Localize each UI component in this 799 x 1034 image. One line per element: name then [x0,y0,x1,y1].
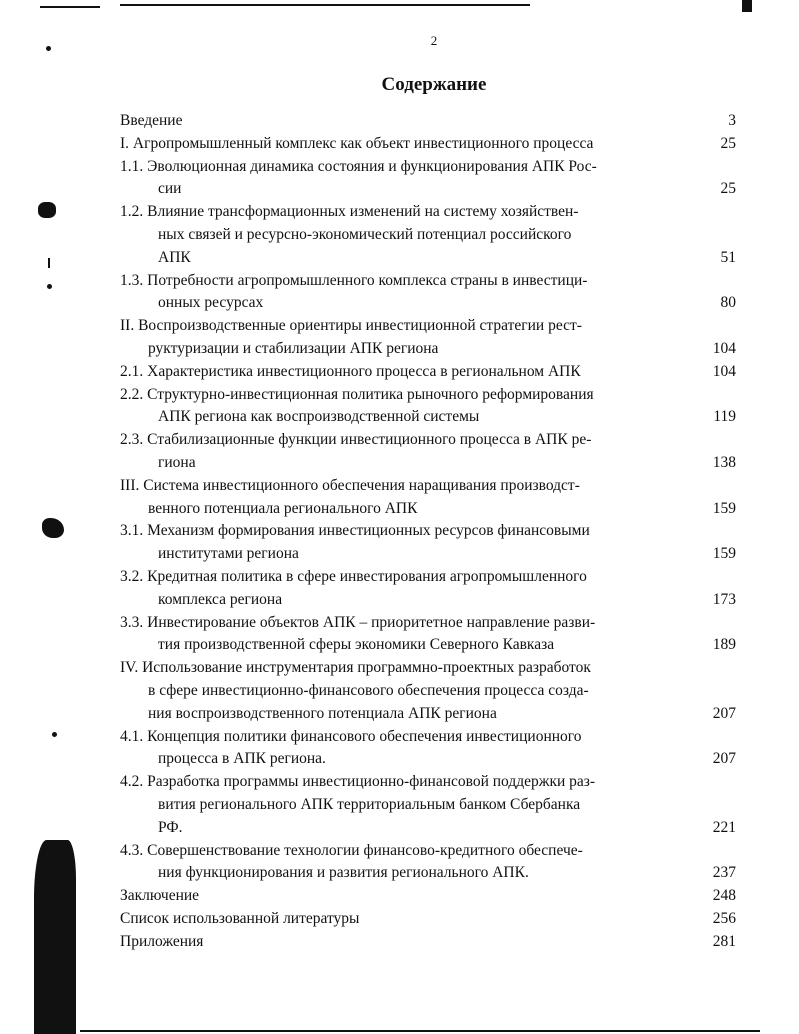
toc-entry-line: Список использованной литературы [120,909,360,927]
toc-entry [120,133,740,156]
toc-entry-title [120,384,740,430]
toc-entry-title [120,908,740,931]
toc-entry-line: вития регионального АПК территориальным банком Сбербанка [158,795,581,813]
toc-entry [120,931,740,954]
toc-entry [120,612,740,658]
toc-entry-title [120,110,740,133]
toc-entry [120,908,740,931]
toc-entry-page: 25 [720,180,736,198]
toc-entry-line: АПК региона как воспроизводственной системы [158,408,480,426]
scan-artifact-top-line-left [40,6,100,8]
toc-entry-line: ния функционирования и развития регионального АПК. [158,864,529,882]
toc-entry-line: Заключение [120,887,200,905]
toc-entry-page: 80 [720,294,736,312]
toc-entry-line: 1.3. Потребности агропромышленного комплекса страны в инвестици- [120,271,588,289]
toc-entry-line: 3.3. Инвестирование объектов АПК – приоритетное направление разви- [120,613,596,631]
toc-entry-page: 104 [712,339,736,357]
table-of-contents [120,110,740,953]
scan-artifact-dot [48,258,50,268]
toc-entry-line: комплекса региона [158,590,283,608]
toc-entry-line: II. Воспроизводственные ориентиры инвестиционной стратегии рест- [120,317,582,335]
toc-entry-title [120,612,740,658]
toc-entry-page: 207 [712,750,736,768]
toc-entry-title [120,475,740,521]
toc-entry-title [120,931,740,954]
toc-entry-page: 159 [712,545,736,563]
toc-entry-page: 248 [712,887,736,905]
toc-entry [120,384,740,430]
toc-entry-line: онных ресурсах [158,294,264,312]
scan-artifact-blot [38,202,56,218]
toc-entry-title [120,566,740,612]
toc-entry-page: 237 [712,864,736,882]
toc-entry [120,475,740,521]
toc-entry [120,726,740,772]
toc-entry-line: 3.1. Механизм формирования инвестиционных ресурсов финансовыми [120,522,590,540]
scan-artifact-edge [34,840,76,1034]
toc-entry [120,361,740,384]
toc-entry-line: 3.2. Кредитная политика в сфере инвестирования агропромышленного [120,567,587,585]
toc-entry-title [120,156,740,202]
scan-artifact-dot [47,284,52,289]
scan-artifact-dot [52,732,57,737]
toc-entry-page: 189 [712,636,736,654]
toc-entry-line: ния воспроизводственного потенциала АПК региона [148,704,497,722]
toc-entry-line: венного потенциала регионального АПК [148,499,418,517]
toc-entry-title [120,726,740,772]
toc-entry-page: 281 [712,932,736,950]
toc-entry [120,657,740,725]
toc-entry-line: 1.2. Влияние трансформационных изменений на систему хозяйствен- [120,203,579,221]
toc-entry-line: ных связей и ресурсно-экономический потенциал российского [158,225,572,243]
toc-entry-line: Введение [120,112,183,129]
toc-entry [120,315,740,361]
toc-entry-title [120,361,740,384]
toc-entry-page: 221 [712,818,736,836]
toc-entry-line: 4.1. Концепция политики финансового обеспечения инвестиционного [120,727,582,745]
toc-entry-line: Приложения [120,932,204,950]
toc-entry [120,771,740,839]
toc-entry-title [120,429,740,475]
toc-entry [120,110,740,133]
toc-entry-title [120,201,740,269]
toc-entry-line: тия производственной сферы экономики Северного Кавказа [158,636,555,654]
toc-entry-line: процесса в АПК региона. [158,750,326,768]
toc-entry-title [120,885,740,908]
toc-entry-line: 4.2. Разработка программы инвестиционно-финансовой поддержки раз- [120,773,596,791]
toc-entry-line: I. Агропромышленный комплекс как объект инвестиционного процесса [120,134,594,152]
toc-entry-line: III. Система инвестиционного обеспечения наращивания производст- [120,476,580,494]
toc-entry-page: 159 [712,499,736,517]
page-title: Содержание [381,74,487,95]
toc-entry [120,201,740,269]
toc-entry-page: 256 [712,909,736,927]
scan-artifact-bottom-line [80,1030,760,1032]
toc-entry-title [120,133,740,156]
toc-entry-title [120,840,740,886]
toc-entry-title [120,270,740,316]
toc-entry-line: сии [158,180,182,198]
toc-entry [120,885,740,908]
scan-artifact-top-line [120,4,530,6]
toc-entry [120,566,740,612]
toc-entry-line: гиона [158,453,196,471]
toc-entry-line: 2.2. Структурно-инвестиционная политика рыночного реформирования [120,385,594,403]
toc-entry-line: в сфере инвестиционно-финансового обеспечения процесса созда- [148,681,589,699]
toc-entry [120,520,740,566]
toc-entry-line: 2.1. Характеристика инвестиционного процесса в региональном АПК [120,362,581,380]
toc-entry [120,840,740,886]
toc-entry-line: 4.3. Совершенствование технологии финансово-кредитного обеспече- [120,841,583,859]
toc-entry [120,156,740,202]
toc-entry-page: 119 [713,408,736,426]
toc-entry [120,429,740,475]
toc-entry-title [120,520,740,566]
toc-entry [120,270,740,316]
toc-entry-title [120,657,740,725]
toc-entry-line: 2.3. Стабилизационные функции инвестиционного процесса в АПК ре- [120,431,592,449]
scan-artifact-blot [42,518,64,538]
toc-entry-page: 207 [712,704,736,722]
toc-entry-title [120,315,740,361]
toc-entry-line: институтами региона [158,545,299,563]
toc-entry-page: 173 [712,590,736,608]
toc-entry-line: РФ. [158,818,183,836]
toc-entry-page: 3 [728,112,736,129]
toc-entry-line: 1.1. Эволюционная динамика состояния и функционирования АПК Рос- [120,157,597,175]
toc-entry-page: 51 [720,248,736,266]
toc-entry-line: руктуризации и стабилизации АПК региона [148,339,439,357]
toc-entry-page: 25 [720,134,736,152]
toc-entry-line: IV. Использование инструментария программно-проектных разработок [120,659,591,677]
toc-entry-page: 138 [712,453,736,471]
toc-entry-line: АПК [158,248,191,266]
toc-entry-page: 104 [712,362,736,380]
toc-entry-title [120,771,740,839]
page-number: 2 [430,33,438,48]
scan-artifact-corner [742,0,752,12]
